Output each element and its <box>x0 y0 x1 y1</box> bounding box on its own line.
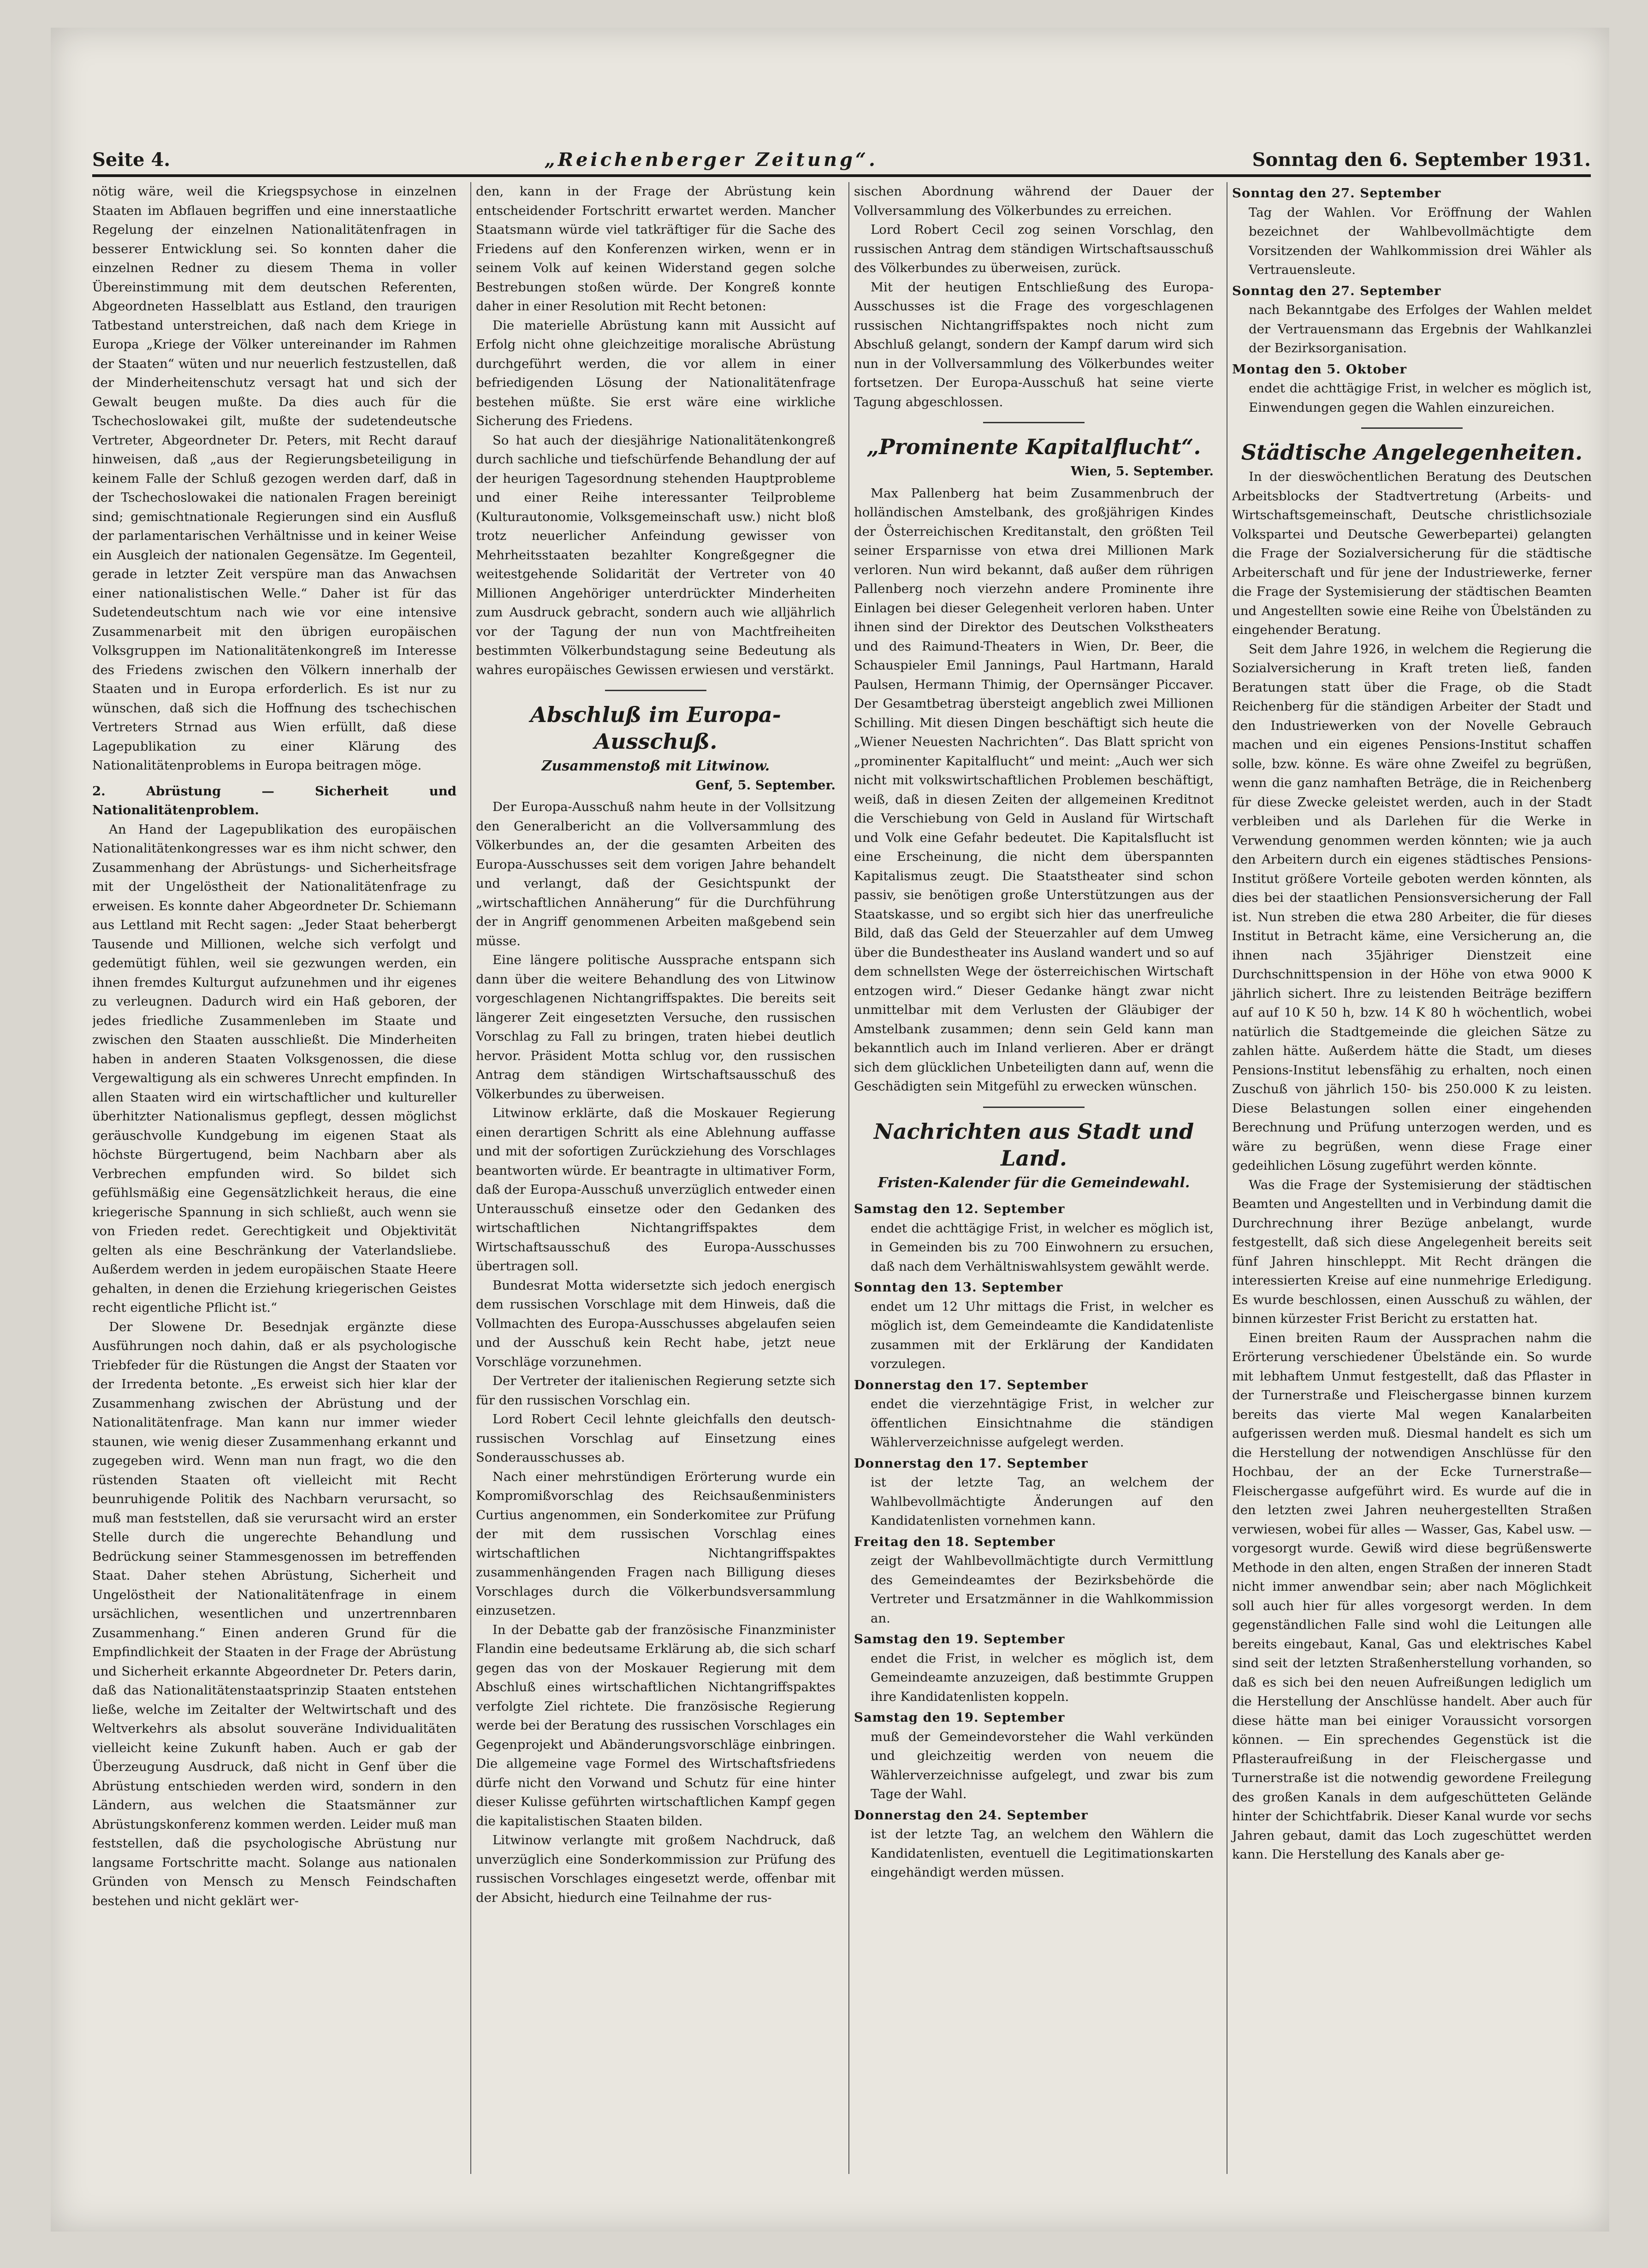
article-title: Städtische Angelegenheiten. <box>1241 440 1583 465</box>
calendar-text: muß der Gemeindevorsteher die Wahl verkünden und gleichzeitig werden von neuem die Wählerverzeichnisse aufgelegt, und zwar bis zum Tage der Wahl. <box>871 1729 1214 1801</box>
column-3 <box>848 182 1214 2174</box>
article-subtitle: Zusammenstoß mit Litwinow. <box>541 758 770 774</box>
calendar-text: endet die achttägige Frist, in welcher es möglich ist, Einwendungen gegen die Wahlen einzureichen. <box>1249 381 1592 415</box>
section-heading: 2. Abrüstung — Sicherheit und Nationalitätenproblem. <box>92 783 456 817</box>
calendar-item <box>854 1454 1214 1531</box>
paragraph: Lord Robert Cecil lehnte gleichfalls den deutsch-russischen Vorschlag auf Einsetzung eines Sonderausschusses ab. <box>476 1412 836 1465</box>
column-4 <box>1227 182 1592 2174</box>
calendar-item <box>1232 282 1592 358</box>
calendar-item <box>854 1630 1214 1706</box>
paragraph: Seit dem Jahre 1926, in welchem die Regierung die Sozialversicherung in Kraft treten ließ, fanden Beratungen statt über die Frage, ob die Stadt Reichenberg für die ständigen Arbeiter der Stadt und den Industriewerken von der Novelle Gebrauch machen und ein eigenes Pensions-Institut schaffen solle, bzw. könne. Es wäre ohne Zweifel zu begrüßen, wenn die ganz namhaften Beträge, die in Reichenberg für diese Zwecke geleistet werden, auch in der Stadt verbleiben und als Darlehen für die Werke in Verwendung genommen werden könnten; wie ja auch den Arbeitern durch ein eigenes städtisches Pensions-Institut größere Vorteile geboten werden könnten, als dies bei der staatlichen Pensionsversicherung der Fall ist. Nun streben die etwa 280 Arbeiter, die für dieses Institut in Betracht käme, eine Versicherung an, die ihnen nach 35jähriger Dienstzeit eine Durchschnittspension in der Höhe von etwa 9000 K jährlich sichert. Ihre zu leistenden Beiträge beziffern auf auf 10 K 50 h, bzw. 14 K 80 h wöchentlich, wobei natürlich die Stadtgemeinde die gleichen Sätze zu zahlen hätte. Außerdem hätte die Stadt, um dieses Pensions-Institut lebensfähig zu erhalten, noch einen Zuschuß von jährlich 150- bis 250.000 K zu leisten. Diese Belastungen sollen einer eingehenden Berechnung und Prüfung unterzogen werden, und es wäre zu begrüßen, wenn diese Frage einer gedeihlichen Lösung zugeführt werden könnte. <box>1232 641 1592 1173</box>
paragraph: Der Europa-Ausschuß nahm heute in der Vollsitzung den Generalbericht an die Vollversammlung des Völkerbundes an, der die gesamten Arbeiten des Europa-Ausschusses seit dem vorigen Jahre behandelt und verlangt, daß der Gesichtspunkt der „wirtschaftlichen Annäherung“ für die Durchführung der in Angriff genommenen Arbeiten maßgebend sein müsse. <box>476 799 836 948</box>
paragraph: Max Pallenberg hat beim Zusammenbruch der holländischen Amstelbank, des großjährigen Kindes der Österreichischen Kreditanstalt, den größten Teil seiner Ersparnisse von etwa drei Millionen Mark verloren. Nun wird bekannt, daß außer dem rührigen Pallenberg noch vierzehn andere Prominente ihre Einlagen bei dieser Gelegenheit verloren haben. Unter ihnen sind der Direktor des Deutschen Volkstheaters und des Raimund-Theaters in Wien, Dr. Beer, die Schauspieler Emil Jannings, Paul Hartmann, Harald Paulsen, Hermann Thimig, der Opernsänger Piccaver. Der Gesamtbetrag übersteigt angeblich zwei Millionen Schilling. Mit diesen Dingen beschäftigt sich heute die „Wiener Neuesten Nachrichten“. Das Blatt spricht von „prominenter Kapitalflucht“ und meint: „Auch wer sich nicht mit volkswirtschaftlichen Problemen beschäftigt, weiß, daß in diesen Zeiten der allgemeinen Kreditnot die Verschiebung von Geld in Ausland für Wirtschaft und Volk eine Gefahr bedeutet. Die Kapitalsflucht ist eine Erscheinung, die nicht dem überspannten Kapitalismus zeugt. Die Staatstheater sind schon passiv, sie benötigen große Unterstützungen aus der Staatskasse, und so ergibt sich hier das unerfreuliche Bild, daß das Geld der Steuerzahler auf dem Umweg über die Bundestheater ins Ausland wandert und so auf dem schnellsten Wege der österreichischen Wirtschaft entzogen wird.“ Dieser Gedanke hängt zwar nicht unmittelbar mit dem Verlusten der Gläubiger der Amstelbank zusammen; denn sein Geld kann man bekanntlich auch im Inland verlieren. Aber er drängt sich dem glücklichen Unbeteiligten dann auf, wenn die Geschädigten sein Mitgefühl zu erwecken wünschen. <box>854 486 1214 1094</box>
calendar-date: Donnerstag den 24. September <box>854 1807 1088 1823</box>
separator <box>983 1107 1085 1108</box>
calendar-text: ist der letzte Tag, an welchem den Wählern die Kandidatenlisten, eventuell die Legitimationskarten eingehändigt werden müssen. <box>871 1827 1214 1880</box>
calendar-date: Sonntag den 13. September <box>854 1280 1063 1295</box>
section-subtitle: Fristen-Kalender für die Gemeindewahl. <box>877 1174 1190 1191</box>
header-rule <box>92 174 1591 177</box>
calendar-item <box>854 1806 1214 1883</box>
calendar-item <box>1232 360 1592 418</box>
article-title: „Prominente Kapitalflucht“. <box>866 434 1201 459</box>
calendar-date: Samstag den 19. September <box>854 1632 1065 1646</box>
paragraph: Der Slowene Dr. Besednjak ergänzte diese Ausführungen noch dahin, daß er als psychologische Triebfeder für die Rüstungen die Angst der Staaten vor der Irredenta betonte. „Es erweist sich hier klar der Zusammenhang zwischen der Abrüstung und der Nationalitätenfrage. Man kann nur immer wieder staunen, wie wenig dieser Zusammenhang erkannt und zugegeben wird. Wenn man nun fragt, wo die den rüstenden Staaten oft vielleicht mit Recht beunruhigende Politik des Nachbarn verursacht, so muß man feststellen, daß sie verursacht wird an erster Stelle durch die ungerechte Behandlung und Bedrückung seiner Stammesgenossen im betreffenden Staat. Daher stehen Abrüstung, Sicherheit und Ungelöstheit der Nationalitätenfrage in einem ursächlichen, wesentlichen und unzertrennbaren Zusammenhang.“ Einen anderen Grund für die Empfindlichkeit der Staaten in der Frage der Abrüstung und Sicherheit erkannte Abgeordneter Dr. Peters darin, daß das Nationalitätenstaatsprinzip Staaten entstehen ließe, welche im Zeitalter der Weltwirtschaft und des Weltverkehrs als absolut souveräne Individualitäten vielleicht keine Zukunft haben. Auch er gab der Überzeugung Ausdruck, daß nicht in Genf über die Abrüstung entschieden werden wird, sondern in den Ländern, aus welchen die Staatsmänner zur Abrüstungskonferenz kommen werden. Leider muß man feststellen, daß die psychologische Abrüstung nur langsame Fortschritte macht. Solange aus nationalen Gründen von Mensch zu Mensch Feindschaften bestehen und nicht geklärt wer- <box>92 1319 456 1908</box>
calendar-date: Samstag den 19. September <box>854 1710 1065 1725</box>
separator <box>983 422 1085 423</box>
calendar-date: Montag den 5. Oktober <box>1232 361 1407 377</box>
paragraph: Eine längere politische Aussprache entspann sich dann über die weitere Behandlung des von Litwinow vorgeschlagenen Nichtangriffspaktes. Die bereits seit längerer Zeit eingesetzten Versuche, den russischen Vorschlag zu Fall zu bringen, traten hiebei deutlich hervor. Präsident Motta schlug vor, den russischen Antrag dem ständigen Wirtschaftsausschuß des Völkerbundes zu überweisen. <box>476 953 836 1101</box>
calendar-text: Tag der Wahlen. Vor Eröffnung der Wahlen bezeichnet der Wahlbevollmächtigte dem Vorsitzenden der Wahlkommission drei Wähler als Vertrauensleute. <box>1249 205 1592 277</box>
columns <box>92 182 1591 2174</box>
page-header <box>92 138 1591 171</box>
column-2 <box>470 182 836 2174</box>
calendar-item <box>854 1708 1214 1804</box>
paragraph: An Hand der Lagepublikation des europäischen Nationalitätenkongresses war es ihm nicht schwer, den Zusammenhang der Abrüstungs- und Sicherheitsfrage mit der Ungelöstheit der Nationalitätenfrage zu erweisen. Es konnte daher Abgeordneter Dr. Schiemann aus Lettland mit Recht sagen: „Jeder Staat beherbergt Tausende und Millionen, welche sich verfolgt und gedemütigt fühlen, weil sie gezwungen werden, ein ihnen fremdes Kulturgut aufzunehmen und ihr eigenes zu verleugnen. Dadurch wird ein Haß geboren, der jedes friedliche Zusammenleben im Staate und zwischen den Staaten ausschließt. Die Minderheiten haben in anderen Staaten Volksgenossen, die diese Vergewaltigung als ein schweres Unrecht empfinden. In allen Staaten wird ein wirtschaftlicher und kultureller überhitzter Nationalismus gepflegt, dessen möglichst geräuschvolle Kundgebung im eigenen Staat als höchste Bürgertugend, beim Nachbarn aber als Verbrechen empfunden wird. So bildet sich gefühlsmäßig eine Gegensätzlichkeit heraus, die eine kriegerische Spannung in sich schließt, auch wenn sie von Frieden redet. Gerechtigkeit und Objektivität gelten als eine Beschränkung der Vaterlandsliebe. Außerdem werden in jedem europäischen Staate Heere gehalten, in denen die Erziehung kriegerischen Geistes recht eigentliche Pflicht ist.“ <box>92 822 456 1315</box>
calendar-item <box>1232 184 1592 280</box>
calendar-item <box>854 1533 1214 1628</box>
column-1 <box>92 182 456 2174</box>
issue-date: Sonntag den 6. September 1931. <box>1252 149 1591 171</box>
calendar-text: endet die achttägige Frist, in welcher es möglich ist, in Gemeinden bis zu 700 Einwohnern zu ersuchen, daß nach dem Verhältniswahlsystem gewählt werde. <box>871 1220 1214 1274</box>
paragraph: sischen Abordnung während der Dauer der Vollversammlung des Völkerbundes zu erreichen. <box>854 184 1214 218</box>
paragraph: Einen breiten Raum der Aussprachen nahm die Erörterung verschiedener Übelstände ein. So wurde mit lebhaftem Unmut festgestellt, daß das Pflaster in der Turnerstraße und Fleischergasse binnen kurzem bereits das vierte Mal wegen Kanalarbeiten aufgerissen werden muß. Diesmal handelt es sich um die Herstellung der notwendigen Anschlüsse für den Hochbau, der an der Ecke Turnerstraße—Fleischergasse aufgeführt wird. Es wurde auf die in den letzten zwei Jahren neuhergestellten Straßen verwiesen, wobei für alles — Wasser, Gas, Kabel usw. — vorgesorgt wurde. Gewiß wird diese begrüßenswerte Methode in den alten, engen Straßen der inneren Stadt nicht immer anwendbar sein; aber nach Möglichkeit soll auch hier für alles vorgesorgt werden. In dem gegenständlichen Falle sind wohl die Leitungen alle bereits eingebaut, Kanal, Gas und elektrisches Kabel sind seit der letzten Straßenherstellung vorhanden, so daß es sich bei den neuen Aufreißungen lediglich um die Herstellung der Anschlüsse handelt. Aber auch für diese hätte man bei einiger Voraussicht vorsorgen können. — Ein sprechendes Gegenstück ist die Pflasteraufreißung in der Fleischergasse und Turnerstraße ist die notwendig gewordene Freilegung des großen Kanals in dem aufgeschütteten Gelände hinter der Schichtfabrik. Dieser Kanal wurde vor sechs Jahren gebaut, damit das Loch zugeschüttet werden kann. Die Herstellung des Kanals aber ge- <box>1232 1330 1592 1862</box>
paragraph: den, kann in der Frage der Abrüstung kein entscheidender Fortschritt erwartet werden. Mancher Staatsmann würde viel tatkräftiger für die Sache des Friedens auf den Konferenzen wirken, wenn er in seinem Volk auf keinen Widerstand gegen solche Bestrebungen stoßen würde. Der Kongreß konnte daher in einer Resolution mit Recht betonen: <box>476 184 836 314</box>
calendar-date: Donnerstag den 17. September <box>854 1456 1088 1471</box>
paragraph: Bundesrat Motta widersetzte sich jedoch energisch dem russischen Vorschlage mit dem Hinweis, daß die Vollmachten des Europa-Ausschusses abgelaufen seien und der Ausschuß kein Recht habe, jetzt neue Vorschläge vorzunehmen. <box>476 1278 836 1369</box>
paragraph: Mit der heutigen Entschließung des Europa-Ausschusses ist die Frage des vorgeschlagenen russischen Nichtangriffspaktes noch nicht zum Abschluß gelangt, sondern der Kampf darum wird sich nun in der Vollversammlung des Völkerbundes weiter fortsetzen. Der Europa-Ausschuß hat seine vierte Tagung abgeschlossen. <box>854 279 1214 409</box>
dateline: Genf, 5. September. <box>695 777 836 793</box>
page-number: Seite 4. <box>92 149 171 171</box>
paragraph: Litwinow erklärte, daß die Moskauer Regierung einen derartigen Schritt als eine Ablehnung auffasse und mit der sofortigen Zurückziehung des Vorschlages beantworten würde. Er beantragte in ultimativer Form, daß der Europa-Ausschuß unverzüglich entweder einen Unterausschuß einsetze oder den Gedanken des wirtschaftlichen Nichtangriffspaktes dem Wirtschaftsausschuß des Europa-Ausschusses übertragen soll. <box>476 1106 836 1273</box>
calendar-item <box>854 1376 1214 1452</box>
calendar-text: ist der letzte Tag, an welchem der Wahlbevollmächtigte Änderungen auf den Kandidatenlisten vornehmen kann. <box>871 1475 1214 1528</box>
calendar-text: nach Bekanntgabe des Erfolges der Wahlen meldet der Vertrauensmann das Ergebnis der Wahlkanzlei der Bezirksorganisation. <box>1249 302 1592 355</box>
paragraph: nötig wäre, weil die Kriegspsychose in einzelnen Staaten im Abflauen begriffen und eine innerstaatliche Regelung der einzelnen Nationalitätenfragen in besserer Entwicklung sei. So konnten daher die einzelnen Redner zu diesem Thema in voller Übereinstimmung mit dem deutschen Referenten, Abgeordneten Hasselblatt aus Estland, den traurigen Tatbestand unterstreichen, daß nach dem Kriege in Europa „Kriege der Völker untereinander im Rahmen der Staaten“ wüten und nur neuerlich festzustellen, daß der Minderheitenschutz versagt hat und sich der Gewalt beugen mußte. Da dies auch für die Tschechoslowakei gilt, mußte der sudetendeutsche Vertreter, Abgeordneter Dr. Peters, mit Recht darauf hinweisen, daß „aus der Regierungsbeteiligung in keinem Falle der Schluß gezogen werden darf, daß in der Tschechoslowakei die nationalen Fragen bereinigt sind; gemischtnationale Regierungen sind ein Ausfluß der parlamentarischen Verhältnisse und in keiner Weise ein Ausgleich der nationalen Gegensätze. Im Gegenteil, gerade in letzter Zeit verspüre man das Anwachsen einer nationalistischen Welle.“ Daher ist für das Sudetendeutschtum nach wie vor eine intensive Zusammenarbeit mit den übrigen europäischen Volksgruppen im Nationalitätenkongreß im Interesse des Friedens zwischen den Völkern innerhalb der Staaten und in Europa erforderlich. Es ist nur zu wünschen, daß sich die Hoffnung des tschechischen Vertreters Strnad aus Wien erfüllt, daß diese Lagepublikation zu einer Klärung des Nationalitätenproblems in Europa beitragen möge. <box>92 184 456 773</box>
paragraph: Lord Robert Cecil zog seinen Vorschlag, den russischen Antrag dem ständigen Wirtschaftsausschuß des Völkerbundes zu überweisen, zurück. <box>854 222 1214 275</box>
paragraph: In der Debatte gab der französische Finanzminister Flandin eine bedeutsame Erklärung ab, die sich scharf gegen das von der Moskauer Regierung mit dem Abschluß eines wirtschaftlichen Nichtangriffspaktes verfolgte Ziel richtete. Die französische Regierung werde bei der Beratung des russischen Vorschlages ein Gegenprojekt und Abänderungsvorschläge einbringen. Die allgemeine vage Formel des Wirtschaftsfriedens dürfe nicht den Vorwand und Schutz für eine hinter dieser Kulisse geführten wirtschaftlichen Kampf gegen die kapitalistischen Staaten bilden. <box>476 1622 836 1829</box>
paragraph: Litwinow verlangte mit großem Nachdruck, daß unverzüglich eine Sonderkommission zur Prüfung des russischen Vorschlages eingesetzt werde, offenbar mit der Absicht, hiedurch eine Teilnahme der rus- <box>476 1833 836 1905</box>
calendar-date: Samstag den 12. September <box>854 1202 1065 1216</box>
dateline: Wien, 5. September. <box>1071 464 1214 479</box>
paragraph: Die materielle Abrüstung kann mit Aussicht auf Erfolg nicht ohne gleichzeitige moralische Abrüstung durchgeführt werden, die vor allem in einer befriedigenden Lösung der Nationalitätenfrage bestehen müßte. Sie erst wäre eine wirkliche Sicherung des Friedens. <box>476 318 836 428</box>
newspaper-title: „Reichenberger Zeitung“. <box>544 149 878 171</box>
article-title: Abschluß im Europa-Ausschuß. <box>530 702 781 754</box>
calendar-text: zeigt der Wahlbevollmächtigte durch Vermittlung des Gemeindeamtes der Bezirksbehörde die Vertreter und Ersatzmänner in die Wahlkommission an. <box>871 1553 1214 1626</box>
calendar-item <box>854 1278 1214 1374</box>
section-title: Nachrichten aus Stadt und Land. <box>873 1119 1194 1171</box>
calendar-date: Donnerstag den 17. September <box>854 1377 1088 1392</box>
paragraph: Was die Frage der Systemisierung der städtischen Beamten und Angestellten und in Verbindung damit die Durchrechnung ihrer Bezüge anbelangt, wurde festgestellt, daß sich diese Angelegenheit bereits seit fünf Jahren hinschleppt. Mit Recht drängen die interessierten Kreise auf eine nunmehrige Erledigung. Es wurde beschlossen, einen Ausschuß zu wählen, der binnen kürzester Frist Bericht zu erstatten hat. <box>1232 1177 1592 1326</box>
calendar-date: Sonntag den 27. September <box>1232 186 1441 201</box>
paragraph: Der Vertreter der italienischen Regierung setzte sich für den russischen Vorschlag ein. <box>476 1374 836 1408</box>
paragraph: Nach einer mehrstündigen Erörterung wurde ein Kompromißvorschlag des Reichsaußenministers Curtius angenommen, ein Sonderkomitee zur Prüfung der mit dem russischen Vorschlag eines wirtschaftlichen Nichtangriffspaktes zusammenhängenden Fragen nach Billigung dieses Vorschlages durch die Völkerbundsversammlung einzusetzen. <box>476 1469 836 1618</box>
calendar-item <box>854 1200 1214 1276</box>
calendar-text: endet die Frist, in welcher es möglich ist, dem Gemeindeamte anzuzeigen, daß bestimmte Gruppen ihre Kandidatenlisten koppeln. <box>871 1651 1214 1704</box>
calendar-text: endet um 12 Uhr mittags die Frist, in welcher es möglich ist, dem Gemeindeamte die Kandidatenliste zusammen mit der Erklärung der Kandidaten vorzulegen. <box>871 1299 1214 1371</box>
calendar-date: Sonntag den 27. September <box>1232 283 1441 298</box>
separator <box>1361 427 1463 429</box>
calendar-text: endet die vierzehntägige Frist, in welcher zur öffentlichen Einsichtnahme die ständigen Wählerverzeichnisse aufgelegt werden. <box>871 1397 1214 1450</box>
paragraph: So hat auch der diesjährige Nationalitätenkongreß durch sachliche und tiefschürfende Behandlung der auf der heurigen Tagesordnung stehenden Hauptprobleme und einer Reihe interessanter Teilprobleme (Kulturautonomie, Volksgemeinschaft usw.) nicht bloß trotz neuerlicher Anfeindung gewisser von Mehrheitsstaaten bezahlter Kongreßgegner die weitestgehende Solidarität der Vertreter von 40 Millionen Angehöriger unterdrückter Minderheiten zum Ausdruck gebracht, sondern auch wie alljährlich vor der Tagung der nun von Machtfreiheiten bestimmten Völkerbundstagung seine Bedeutung als wahres europäisches Gewissen erwiesen und verstärkt. <box>476 432 836 677</box>
separator <box>605 690 706 691</box>
calendar-date: Freitag den 18. September <box>854 1534 1055 1549</box>
paragraph: In der dieswöchentlichen Beratung des Deutschen Arbeitsblocks der Stadtvertretung (Arbeits- und Wirtschaftsgemeinschaft, Deutsche christlichsoziale Volkspartei und Deutsche Gewerbepartei) gelangten die Frage der Sozialversicherung für die städtische Arbeiterschaft und für jene der Industriewerke, ferner die Frage der Systemisierung der städtischen Beamten und Angestellten sowie eine Reihe von Übelständen zu eingehender Beratung. <box>1232 469 1592 637</box>
